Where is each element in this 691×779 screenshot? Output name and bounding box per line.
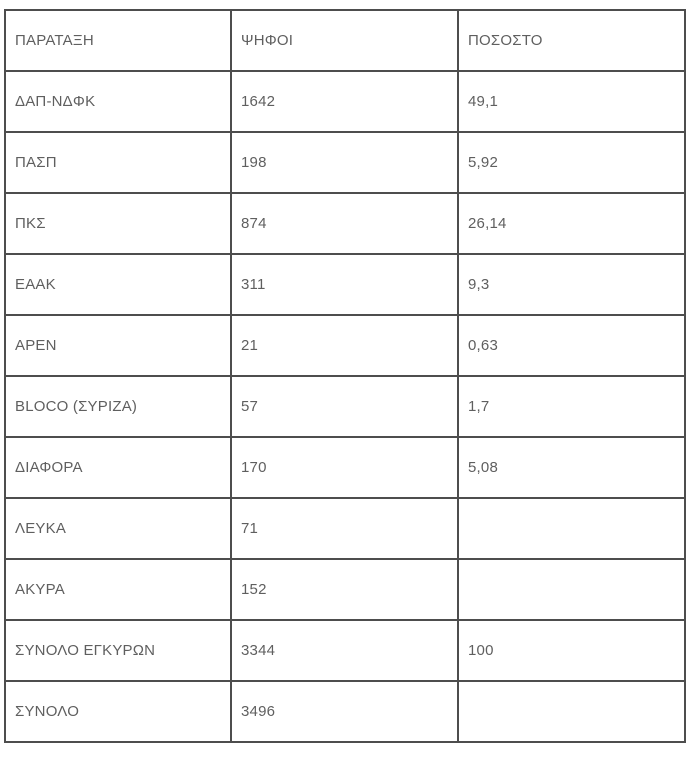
party-cell: ΔΑΠ-ΝΔΦΚ (5, 71, 231, 132)
table-header-row (5, 10, 685, 71)
votes-cell: 874 (231, 193, 458, 254)
party-cell: ΔΙΑΦΟΡΑ (5, 437, 231, 498)
percent-cell: 49,1 (458, 71, 685, 132)
table-row (5, 254, 685, 315)
votes-cell: 170 (231, 437, 458, 498)
party-cell: ΣΥΝΟΛΟ ΕΓΚΥΡΩΝ (5, 620, 231, 681)
percent-cell: 5,92 (458, 132, 685, 193)
votes-cell: 152 (231, 559, 458, 620)
party-cell: ΛΕΥΚΑ (5, 498, 231, 559)
votes-cell: 3496 (231, 681, 458, 742)
table-row (5, 193, 685, 254)
votes-cell: 311 (231, 254, 458, 315)
votes-cell: 21 (231, 315, 458, 376)
table-row (5, 620, 685, 681)
percent-cell (458, 498, 685, 559)
results-table (4, 9, 686, 743)
percent-cell: 5,08 (458, 437, 685, 498)
percent-cell (458, 681, 685, 742)
percent-cell: 100 (458, 620, 685, 681)
percent-cell: 26,14 (458, 193, 685, 254)
table-row (5, 376, 685, 437)
party-cell: ΕΑΑΚ (5, 254, 231, 315)
table-row (5, 315, 685, 376)
party-cell: ΑΡΕΝ (5, 315, 231, 376)
table-row (5, 498, 685, 559)
votes-cell: 71 (231, 498, 458, 559)
table-row (5, 132, 685, 193)
percent-cell: 9,3 (458, 254, 685, 315)
votes-cell: 1642 (231, 71, 458, 132)
column-header-percent: ΠΟΣΟΣΤΟ (458, 10, 685, 71)
table-row (5, 71, 685, 132)
column-header-party: ΠΑΡΑΤΑΞΗ (5, 10, 231, 71)
votes-cell: 198 (231, 132, 458, 193)
column-header-votes: ΨΗΦΟΙ (231, 10, 458, 71)
party-cell: ΣΥΝΟΛΟ (5, 681, 231, 742)
votes-cell: 3344 (231, 620, 458, 681)
party-cell: BLOCO (ΣΥΡΙΖΑ) (5, 376, 231, 437)
percent-cell (458, 559, 685, 620)
votes-cell: 57 (231, 376, 458, 437)
table-row (5, 559, 685, 620)
party-cell: ΑΚΥΡΑ (5, 559, 231, 620)
table-row (5, 437, 685, 498)
percent-cell: 1,7 (458, 376, 685, 437)
percent-cell: 0,63 (458, 315, 685, 376)
party-cell: ΠΑΣΠ (5, 132, 231, 193)
party-cell: ΠΚΣ (5, 193, 231, 254)
table-row (5, 681, 685, 742)
